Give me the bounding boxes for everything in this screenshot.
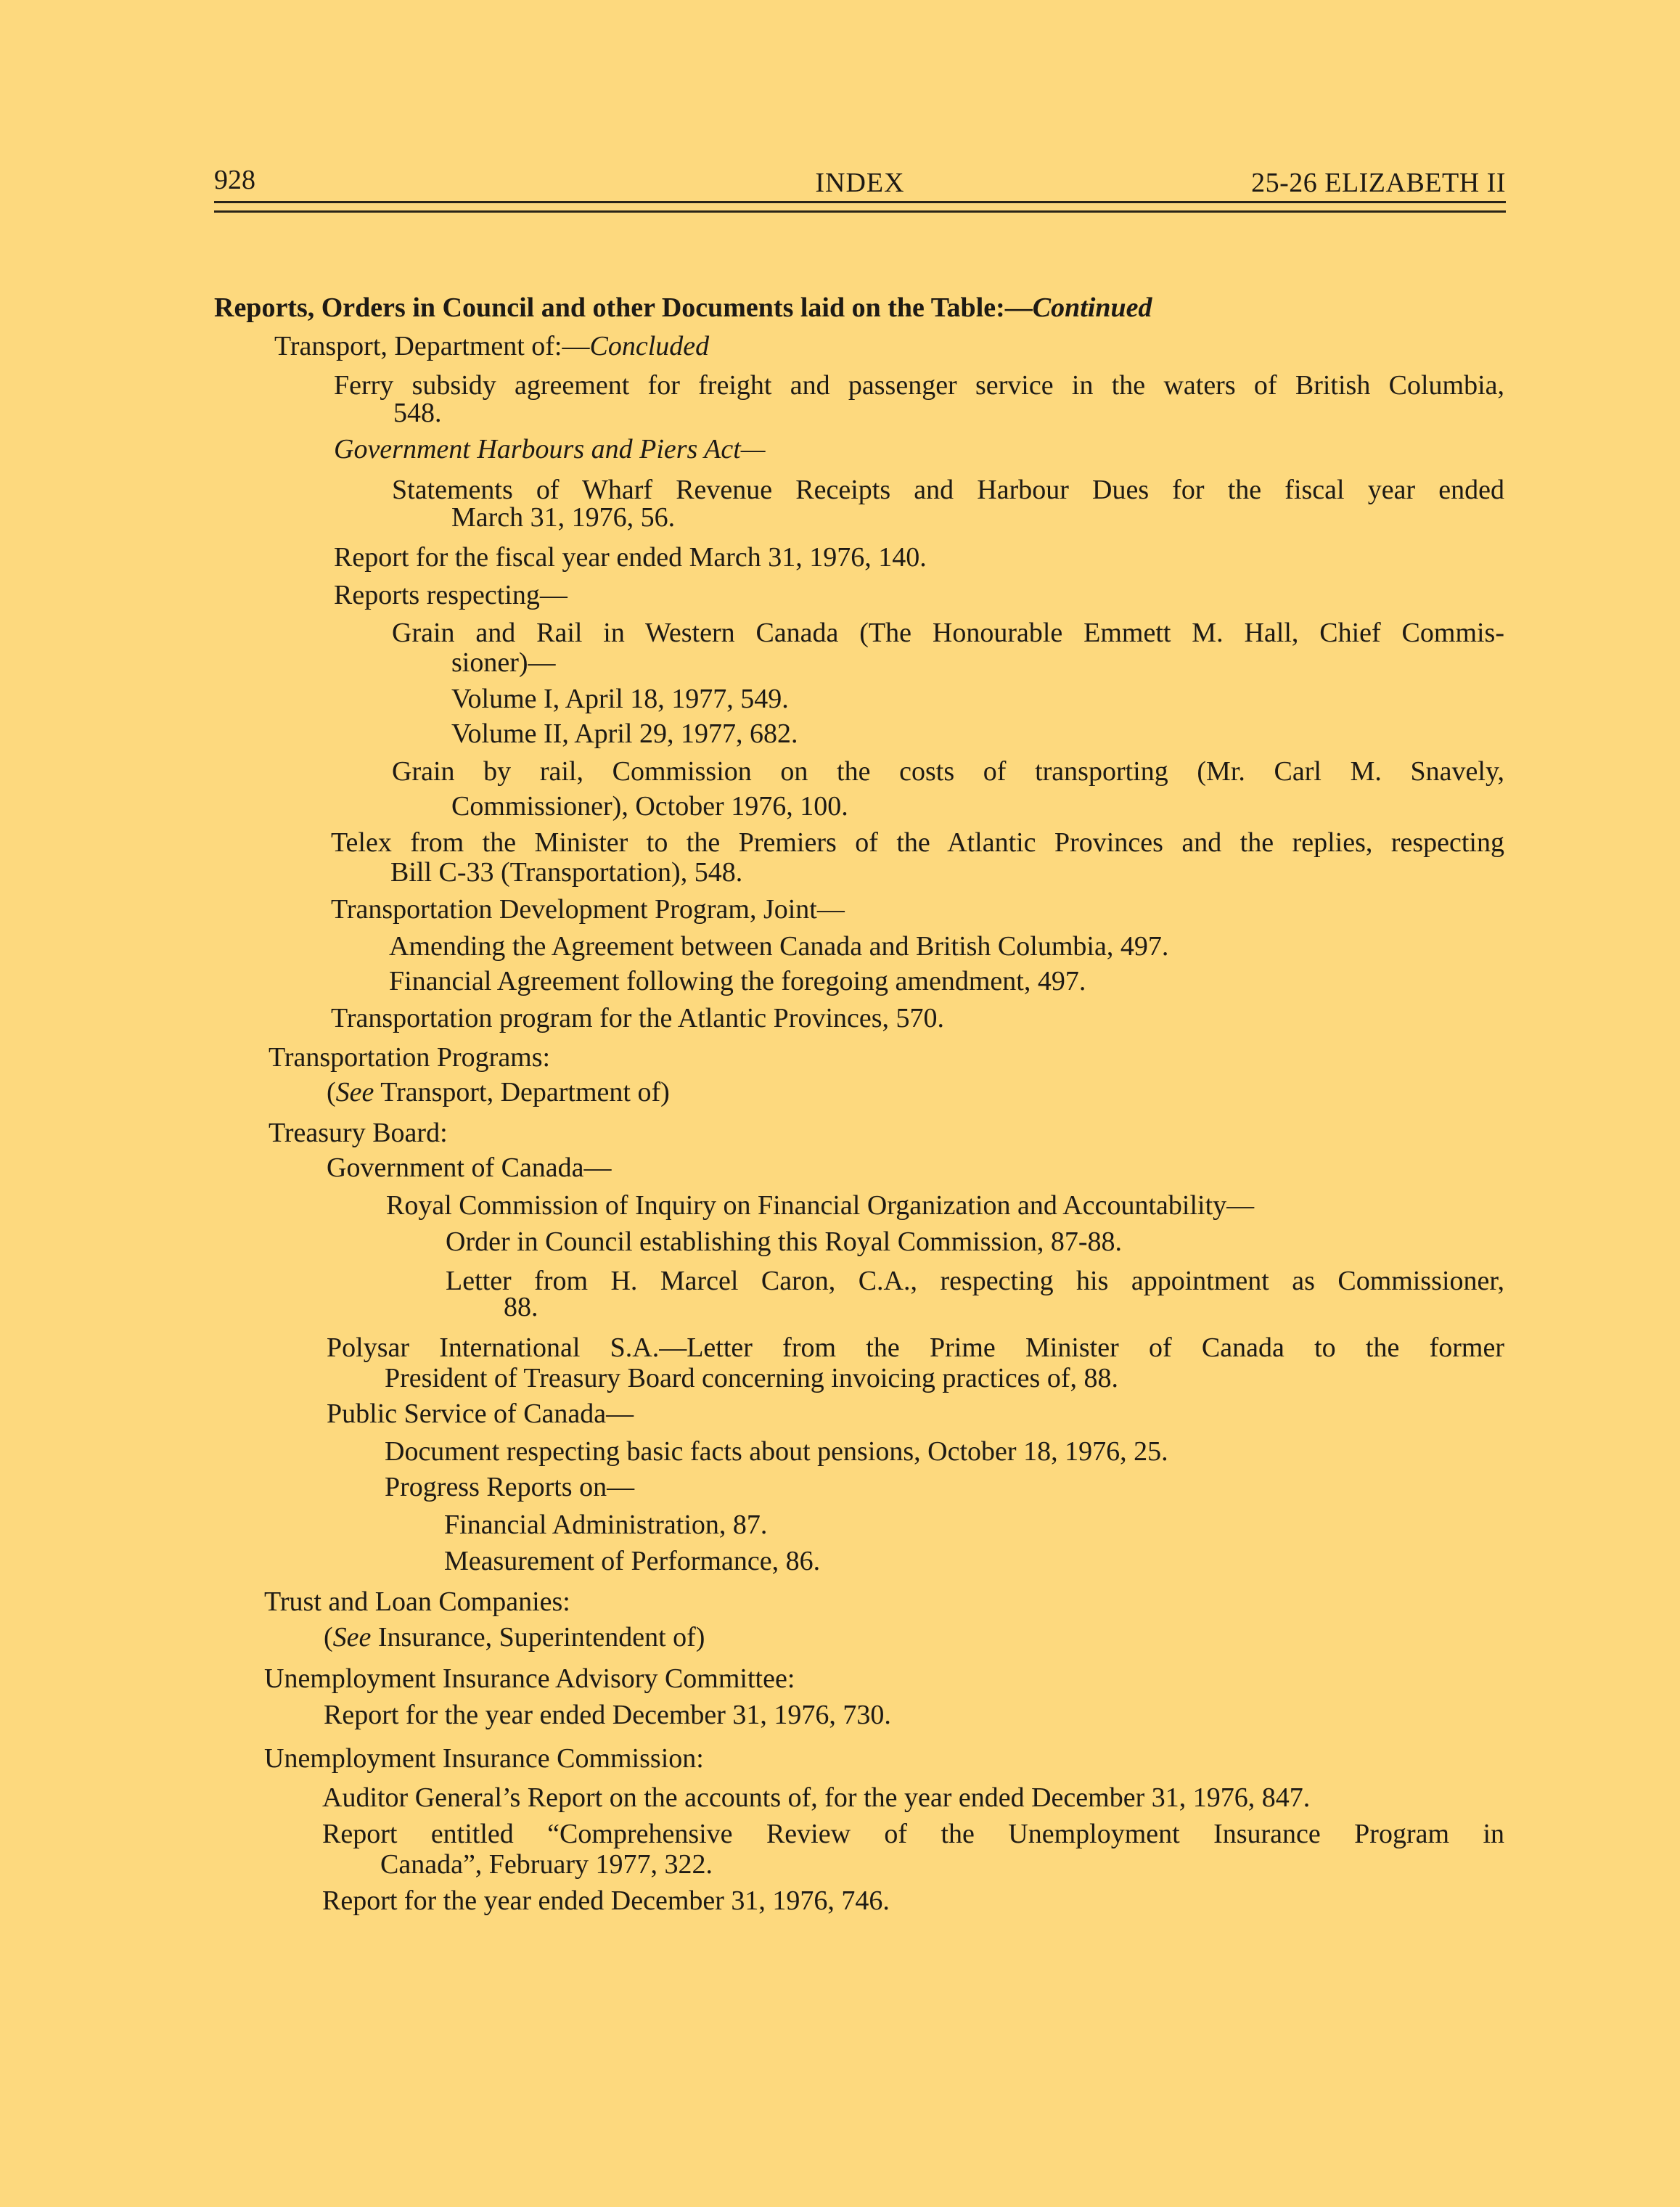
entry-tdp-joint: Transportation Development Program, Joint— bbox=[331, 894, 845, 925]
entry-ui-advisory-committee: Unemployment Insurance Advisory Committee: bbox=[264, 1663, 795, 1694]
entry-grain-rail: Grain and Rail in Western Canada (The Honourable Emmett M. Hall, Chief Commis- bbox=[392, 618, 1504, 648]
page-title: INDEX bbox=[815, 168, 905, 198]
entry-comprehensive-review-cont: Canada”, February 1977, 322. bbox=[380, 1849, 713, 1880]
entry-reports-respecting: Reports respecting— bbox=[334, 580, 567, 610]
entry-measurement-performance: Measurement of Performance, 86. bbox=[444, 1546, 821, 1576]
header-rule-top bbox=[214, 201, 1506, 203]
entry-progress-reports: Progress Reports on— bbox=[385, 1472, 635, 1502]
entry-volume-one: Volume I, April 18, 1977, 549. bbox=[451, 684, 789, 714]
entry-polysar: Polysar International S.A.—Letter from the Prime Minister of Canada to the former bbox=[327, 1332, 1504, 1363]
entry-volume-two: Volume II, April 29, 1977, 682. bbox=[451, 718, 798, 749]
entry-see-insurance: (See Insurance, Superintendent of) bbox=[324, 1622, 705, 1653]
entry-wharf-revenue-cont: March 31, 1976, 56. bbox=[451, 502, 676, 533]
entry-comprehensive-review: Report entitled “Comprehensive Review of the Unemployment Insurance Program in bbox=[322, 1819, 1504, 1849]
entry-grain-rail-cont: sioner)— bbox=[451, 647, 556, 678]
entry-caron-letter-cont: 88. bbox=[504, 1292, 538, 1322]
entry-caron-letter: Letter from H. Marcel Caron, C.A., respecting his appointment as Commissioner, bbox=[446, 1266, 1504, 1296]
section-heading: Reports, Orders in Council and other Documents laid on the Table:—Continued bbox=[214, 292, 1152, 323]
entry-pensions-document: Document respecting basic facts about pensions, October 18, 1976, 25. bbox=[385, 1436, 1168, 1467]
entry-ui-commission-report: Report for the year ended December 31, 1976, 746. bbox=[322, 1885, 890, 1916]
entry-ui-commission: Unemployment Insurance Commission: bbox=[264, 1743, 704, 1774]
entry-grain-by-rail: Grain by rail, Commission on the costs of transporting (Mr. Carl M. Snavely, bbox=[392, 756, 1504, 787]
entry-government-of-canada: Government of Canada— bbox=[327, 1152, 612, 1183]
entry-harbours-piers-act: Government Harbours and Piers Act— bbox=[334, 434, 766, 464]
entry-see-transport: (See Transport, Department of) bbox=[327, 1077, 670, 1107]
page-number: 928 bbox=[214, 165, 255, 195]
entry-ui-advisory-report: Report for the year ended December 31, 1976, 730. bbox=[324, 1700, 891, 1730]
entry-auditor-general: Auditor General’s Report on the accounts of, for the year ended December 31, 1976, 847. bbox=[322, 1782, 1311, 1813]
entry-treasury-board: Treasury Board: bbox=[269, 1118, 448, 1148]
entry-trust-loan: Trust and Loan Companies: bbox=[264, 1586, 570, 1617]
entry-atlantic-program: Transportation program for the Atlantic Provinces, 570. bbox=[331, 1003, 945, 1033]
entry-telex: Telex from the Minister to the Premiers of the Atlantic Provinces and the replies, respecting bbox=[331, 827, 1504, 858]
entry-ferry-subsidy-cont: 548. bbox=[393, 398, 442, 428]
entry-royal-commission: Royal Commission of Inquiry on Financial Organization and Accountability— bbox=[386, 1190, 1255, 1221]
entry-financial-agreement: Financial Agreement following the foregoing amendment, 497. bbox=[389, 966, 1086, 996]
header-rule-bottom bbox=[214, 210, 1506, 213]
entry-ferry-subsidy: Ferry subsidy agreement for freight and passenger service in the waters of British Columbia, bbox=[334, 370, 1504, 401]
entry-grain-by-rail-cont: Commissioner), October 1976, 100. bbox=[451, 791, 848, 822]
entry-transport-department: Transport, Department of:—Concluded bbox=[274, 331, 710, 361]
entry-telex-cont: Bill C-33 (Transportation), 548. bbox=[390, 857, 743, 888]
entry-transportation-programs: Transportation Programs: bbox=[269, 1042, 551, 1073]
entry-polysar-cont: President of Treasury Board concerning invoicing practices of, 88. bbox=[385, 1363, 1118, 1393]
entry-wharf-revenue: Statements of Wharf Revenue Receipts and Harbour Dues for the fiscal year ended bbox=[392, 475, 1504, 505]
volume-label: 25-26 ELIZABETH II bbox=[1251, 168, 1506, 198]
entry-order-in-council: Order in Council establishing this Royal Commission, 87-88. bbox=[446, 1227, 1123, 1257]
entry-fiscal-report: Report for the fiscal year ended March 31, 1976, 140. bbox=[334, 542, 927, 573]
entry-public-service: Public Service of Canada— bbox=[327, 1399, 634, 1429]
entry-amending-agreement: Amending the Agreement between Canada and British Columbia, 497. bbox=[389, 931, 1169, 962]
entry-financial-administration: Financial Administration, 87. bbox=[444, 1510, 768, 1540]
